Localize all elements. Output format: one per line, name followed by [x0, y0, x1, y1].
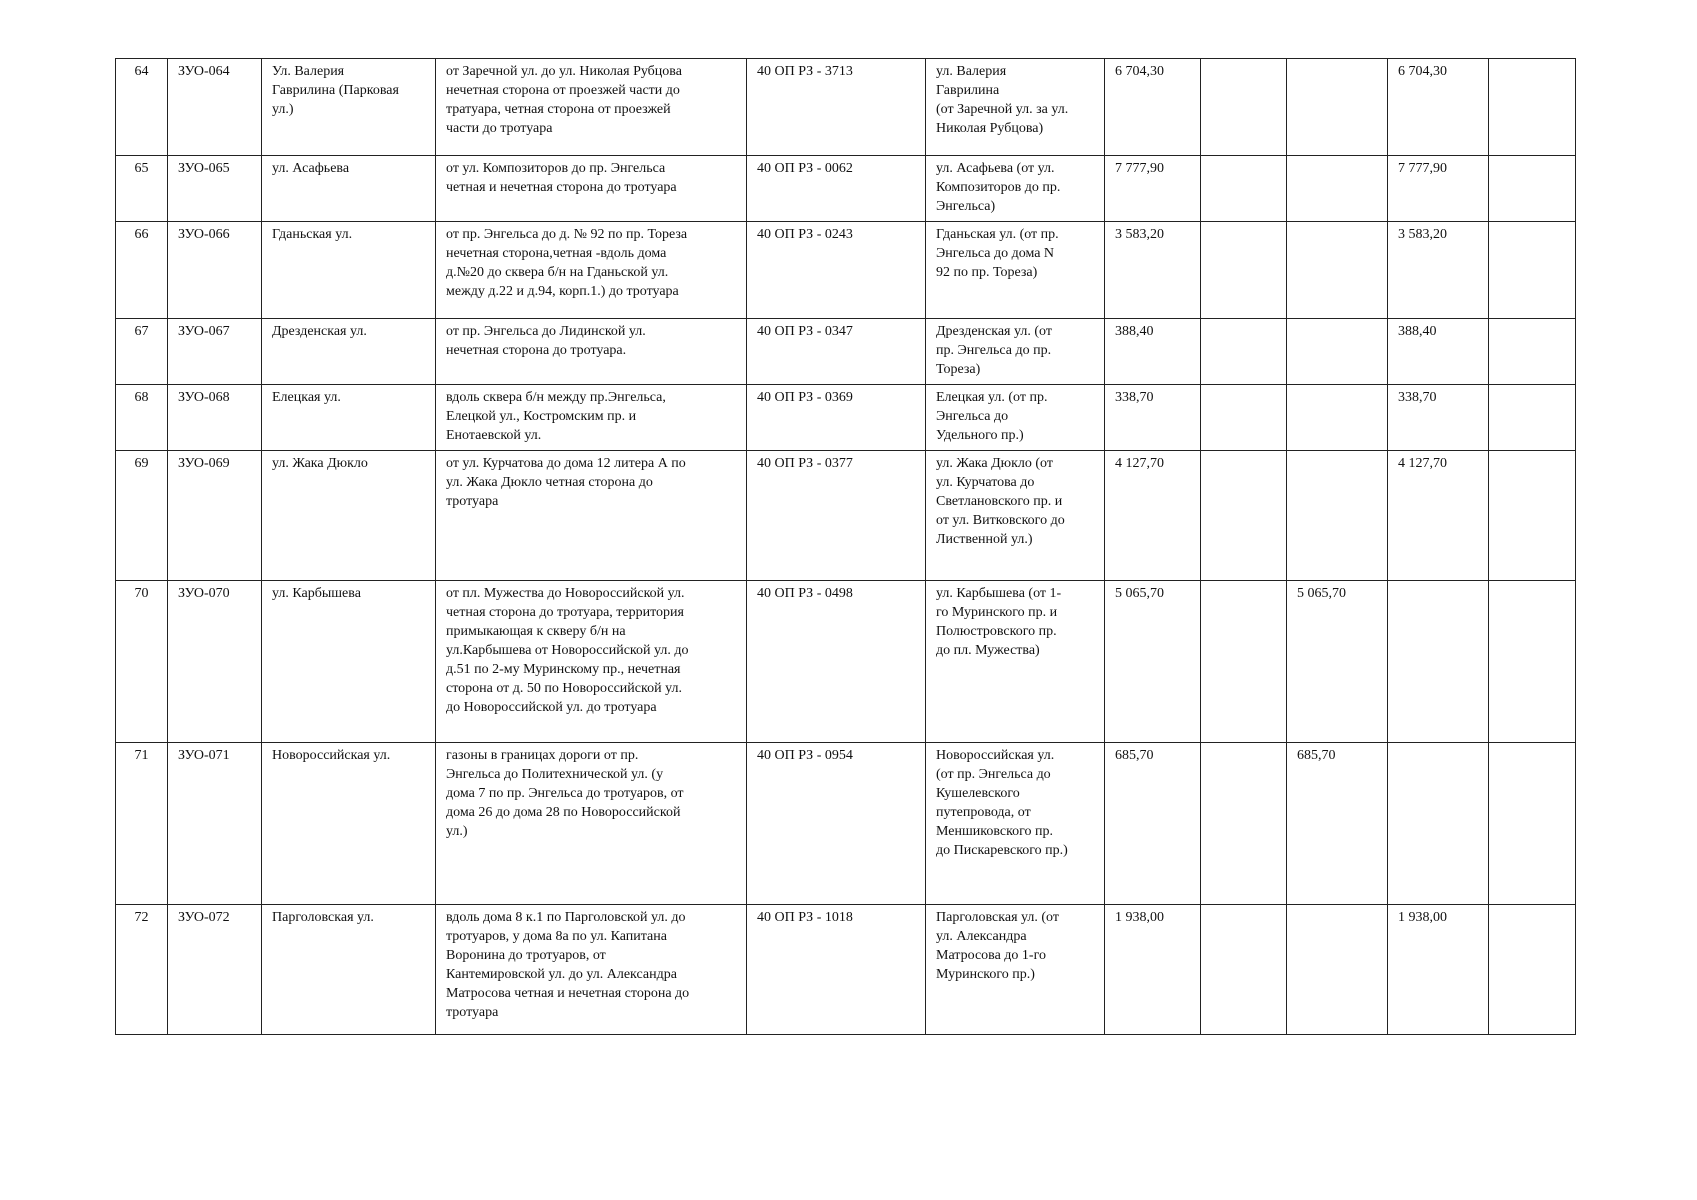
table-row	[116, 385, 1576, 451]
value-col-2-cell: 685,70	[1287, 743, 1388, 905]
object-code-cell: ЗУО-068	[168, 385, 262, 451]
document-page	[115, 58, 1576, 1035]
area-total-cell: 388,40	[1105, 319, 1201, 385]
value-col-1-cell	[1201, 319, 1287, 385]
value-col-3-cell	[1388, 743, 1489, 905]
road-name-cell: Новороссийская ул. (от пр. Энгельса до Кушелевского путепровода, от Меншиковского пр. до Пискаревского пр.)	[926, 743, 1105, 905]
value-col-3-cell: 338,70	[1388, 385, 1489, 451]
area-total-cell: 1 938,00	[1105, 905, 1201, 1035]
register-table	[115, 58, 1576, 1035]
value-col-4-cell	[1489, 156, 1576, 222]
value-col-2-cell	[1287, 319, 1388, 385]
street-name-cell: ул. Карбышева	[262, 581, 436, 743]
street-name-cell: Гданьская ул.	[262, 222, 436, 319]
road-code-cell: 40 ОП РЗ - 3713	[747, 59, 926, 156]
object-code-cell: ЗУО-067	[168, 319, 262, 385]
value-col-1-cell	[1201, 743, 1287, 905]
area-total-cell: 4 127,70	[1105, 451, 1201, 581]
road-code-cell: 40 ОП РЗ - 0954	[747, 743, 926, 905]
value-col-1-cell	[1201, 156, 1287, 222]
value-col-3-cell: 1 938,00	[1388, 905, 1489, 1035]
value-col-1-cell	[1201, 385, 1287, 451]
road-code-cell: 40 ОП РЗ - 0062	[747, 156, 926, 222]
value-col-3-cell: 3 583,20	[1388, 222, 1489, 319]
area-description-cell: от ул. Композиторов до пр. Энгельса четная и нечетная сторона до тротуара	[436, 156, 747, 222]
value-col-4-cell	[1489, 385, 1576, 451]
value-col-4-cell	[1489, 59, 1576, 156]
road-name-cell: ул. Жака Дюкло (от ул. Курчатова до Светлановского пр. и от ул. Витковского до Лиственной ул.)	[926, 451, 1105, 581]
row-number-cell: 68	[116, 385, 168, 451]
object-code-cell: ЗУО-064	[168, 59, 262, 156]
row-number-cell: 71	[116, 743, 168, 905]
value-col-1-cell	[1201, 905, 1287, 1035]
area-description-cell: газоны в границах дороги от пр. Энгельса до Политехнической ул. (у дома 7 по пр. Энгельса до тротуаров, от дома 26 до дома 28 по Новороссийской ул.)	[436, 743, 747, 905]
row-number-cell: 72	[116, 905, 168, 1035]
value-col-2-cell	[1287, 59, 1388, 156]
road-name-cell: Гданьская ул. (от пр. Энгельса до дома N 92 по пр. Тореза)	[926, 222, 1105, 319]
value-col-3-cell	[1388, 581, 1489, 743]
table-row	[116, 905, 1576, 1035]
area-total-cell: 3 583,20	[1105, 222, 1201, 319]
value-col-4-cell	[1489, 905, 1576, 1035]
row-number-cell: 64	[116, 59, 168, 156]
street-name-cell: Новороссийская ул.	[262, 743, 436, 905]
value-col-3-cell: 388,40	[1388, 319, 1489, 385]
value-col-2-cell: 5 065,70	[1287, 581, 1388, 743]
table-row	[116, 156, 1576, 222]
area-description-cell: от пр. Энгельса до д. № 92 по пр. Тореза нечетная сторона,четная -вдоль дома д.№20 до сквера б/н на Гданьской ул. между д.22 и д.94, корп.1.) до тротуара	[436, 222, 747, 319]
object-code-cell: ЗУО-070	[168, 581, 262, 743]
value-col-2-cell	[1287, 451, 1388, 581]
object-code-cell: ЗУО-065	[168, 156, 262, 222]
value-col-4-cell	[1489, 451, 1576, 581]
table-row	[116, 222, 1576, 319]
area-description-cell: от ул. Курчатова до дома 12 литера А по ул. Жака Дюкло четная сторона до тротуара	[436, 451, 747, 581]
street-name-cell: Ул. Валерия Гаврилина (Парковая ул.)	[262, 59, 436, 156]
road-code-cell: 40 ОП РЗ - 0377	[747, 451, 926, 581]
value-col-4-cell	[1489, 581, 1576, 743]
road-code-cell: 40 ОП РЗ - 0243	[747, 222, 926, 319]
value-col-3-cell: 4 127,70	[1388, 451, 1489, 581]
road-name-cell: ул. Асафьева (от ул. Композиторов до пр. Энгельса)	[926, 156, 1105, 222]
street-name-cell: ул. Асафьева	[262, 156, 436, 222]
table-row	[116, 319, 1576, 385]
road-name-cell: ул. Карбышева (от 1- го Муринского пр. и Полюстровского пр. до пл. Мужества)	[926, 581, 1105, 743]
row-number-cell: 67	[116, 319, 168, 385]
area-total-cell: 5 065,70	[1105, 581, 1201, 743]
road-name-cell: Дрезденская ул. (от пр. Энгельса до пр. Тореза)	[926, 319, 1105, 385]
area-total-cell: 6 704,30	[1105, 59, 1201, 156]
area-total-cell: 685,70	[1105, 743, 1201, 905]
road-name-cell: ул. Валерия Гаврилина (от Заречной ул. за ул. Николая Рубцова)	[926, 59, 1105, 156]
street-name-cell: Дрезденская ул.	[262, 319, 436, 385]
value-col-4-cell	[1489, 222, 1576, 319]
area-total-cell: 338,70	[1105, 385, 1201, 451]
road-code-cell: 40 ОП РЗ - 1018	[747, 905, 926, 1035]
object-code-cell: ЗУО-072	[168, 905, 262, 1035]
value-col-1-cell	[1201, 59, 1287, 156]
area-description-cell: от Заречной ул. до ул. Николая Рубцова нечетная сторона от проезжей части до тратуара, четная сторона от проезжей части до тротуара	[436, 59, 747, 156]
value-col-2-cell	[1287, 385, 1388, 451]
value-col-3-cell: 6 704,30	[1388, 59, 1489, 156]
value-col-1-cell	[1201, 451, 1287, 581]
value-col-2-cell	[1287, 905, 1388, 1035]
object-code-cell: ЗУО-069	[168, 451, 262, 581]
area-total-cell: 7 777,90	[1105, 156, 1201, 222]
row-number-cell: 66	[116, 222, 168, 319]
table-row	[116, 743, 1576, 905]
object-code-cell: ЗУО-066	[168, 222, 262, 319]
value-col-4-cell	[1489, 743, 1576, 905]
road-code-cell: 40 ОП РЗ - 0498	[747, 581, 926, 743]
value-col-1-cell	[1201, 222, 1287, 319]
street-name-cell: Елецкая ул.	[262, 385, 436, 451]
value-col-2-cell	[1287, 156, 1388, 222]
object-code-cell: ЗУО-071	[168, 743, 262, 905]
area-description-cell: от пр. Энгельса до Лидинской ул. нечетная сторона до тротуара.	[436, 319, 747, 385]
table-row	[116, 59, 1576, 156]
area-description-cell: от пл. Мужества до Новороссийской ул. четная сторона до тротуара, территория примыкающая к скверу б/н на ул.Карбышева от Новороссийской ул. до д.51 по 2-му Муринскому пр., нечетная сторона от д. 50 по Новороссийской ул. до Новороссийской ул. до тротуара	[436, 581, 747, 743]
value-col-1-cell	[1201, 581, 1287, 743]
value-col-4-cell	[1489, 319, 1576, 385]
area-description-cell: вдоль сквера б/н между пр.Энгельса, Елецкой ул., Костромским пр. и Енотаевской ул.	[436, 385, 747, 451]
table-row	[116, 451, 1576, 581]
road-code-cell: 40 ОП РЗ - 0369	[747, 385, 926, 451]
row-number-cell: 70	[116, 581, 168, 743]
value-col-2-cell	[1287, 222, 1388, 319]
road-code-cell: 40 ОП РЗ - 0347	[747, 319, 926, 385]
table-body	[116, 59, 1576, 1035]
table-row	[116, 581, 1576, 743]
value-col-3-cell: 7 777,90	[1388, 156, 1489, 222]
row-number-cell: 65	[116, 156, 168, 222]
row-number-cell: 69	[116, 451, 168, 581]
street-name-cell: Парголовская ул.	[262, 905, 436, 1035]
area-description-cell: вдоль дома 8 к.1 по Парголовской ул. до тротуаров, у дома 8а по ул. Капитана Воронина до тротуаров, от Кантемировской ул. до ул. Александра Матросова четная и нечетная сторона до тротуара	[436, 905, 747, 1035]
road-name-cell: Парголовская ул. (от ул. Александра Матросова до 1-го Муринского пр.)	[926, 905, 1105, 1035]
road-name-cell: Елецкая ул. (от пр. Энгельса до Удельного пр.)	[926, 385, 1105, 451]
street-name-cell: ул. Жака Дюкло	[262, 451, 436, 581]
